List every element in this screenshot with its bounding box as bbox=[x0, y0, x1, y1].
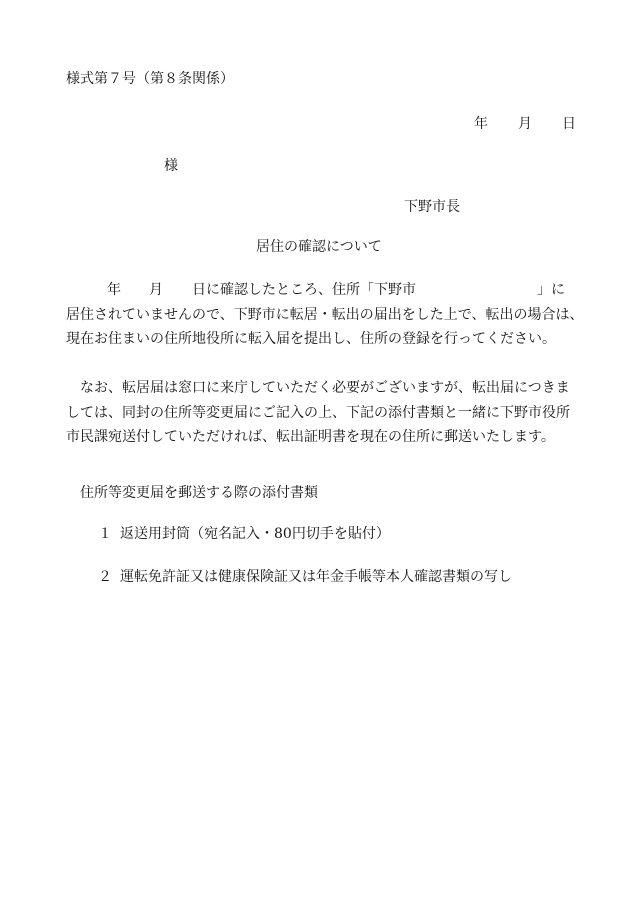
confirm-year: 年 bbox=[107, 282, 121, 298]
attachment-item bbox=[98, 570, 512, 584]
paragraph-line: なお、転居届は窓口に来庁していただく必要がございますが、転出届につきま bbox=[80, 380, 570, 396]
paragraph-line bbox=[66, 283, 586, 308]
date-year: 年 bbox=[474, 116, 488, 132]
paragraph-line: 居住されていませんので、下野市に転居・転出の届出をした上で、転出の場合は、 bbox=[66, 306, 584, 323]
addressee-suffix: 様 bbox=[164, 158, 178, 174]
attachment-text: 返送用封筒（宛名記入・80円切手を貼付） bbox=[120, 526, 390, 542]
paragraph-moving bbox=[66, 381, 586, 455]
paragraph-line: 市民課宛送付していただければ、転出証明書を現在の住所に郵送いたします。 bbox=[66, 429, 555, 445]
confirm-month: 月 bbox=[149, 282, 163, 298]
form-number: 様式第７号（第８条関係） bbox=[66, 71, 234, 87]
attachment-item bbox=[98, 527, 390, 541]
attachments-heading: 住所等変更届を郵送する際の添付書類 bbox=[80, 485, 318, 501]
date-line bbox=[474, 117, 576, 131]
sender: 下野市長 bbox=[404, 199, 460, 215]
document-title: 居住の確認について bbox=[256, 239, 382, 255]
paragraph-line: しては、同封の住所等変更届にご記入の上、下記の添付書類と一緒に下野市役所 bbox=[66, 404, 570, 421]
paragraph-confirmation bbox=[66, 283, 586, 357]
date-day: 日 bbox=[562, 116, 576, 132]
attachment-text: 運転免許証又は健康保険証又は年金手帳等本人確認書類の写し bbox=[120, 569, 512, 585]
date-month: 月 bbox=[518, 116, 532, 132]
confirm-text-end: 」に bbox=[537, 282, 565, 298]
confirm-text: 日に確認したところ、住所「下野市 bbox=[192, 282, 416, 298]
attachment-number: ２ bbox=[98, 569, 112, 585]
paragraph-line: 現在お住まいの住所地役所に転入届を提出し、住所の登録を行ってください。 bbox=[66, 331, 556, 347]
attachment-number: １ bbox=[98, 526, 112, 542]
